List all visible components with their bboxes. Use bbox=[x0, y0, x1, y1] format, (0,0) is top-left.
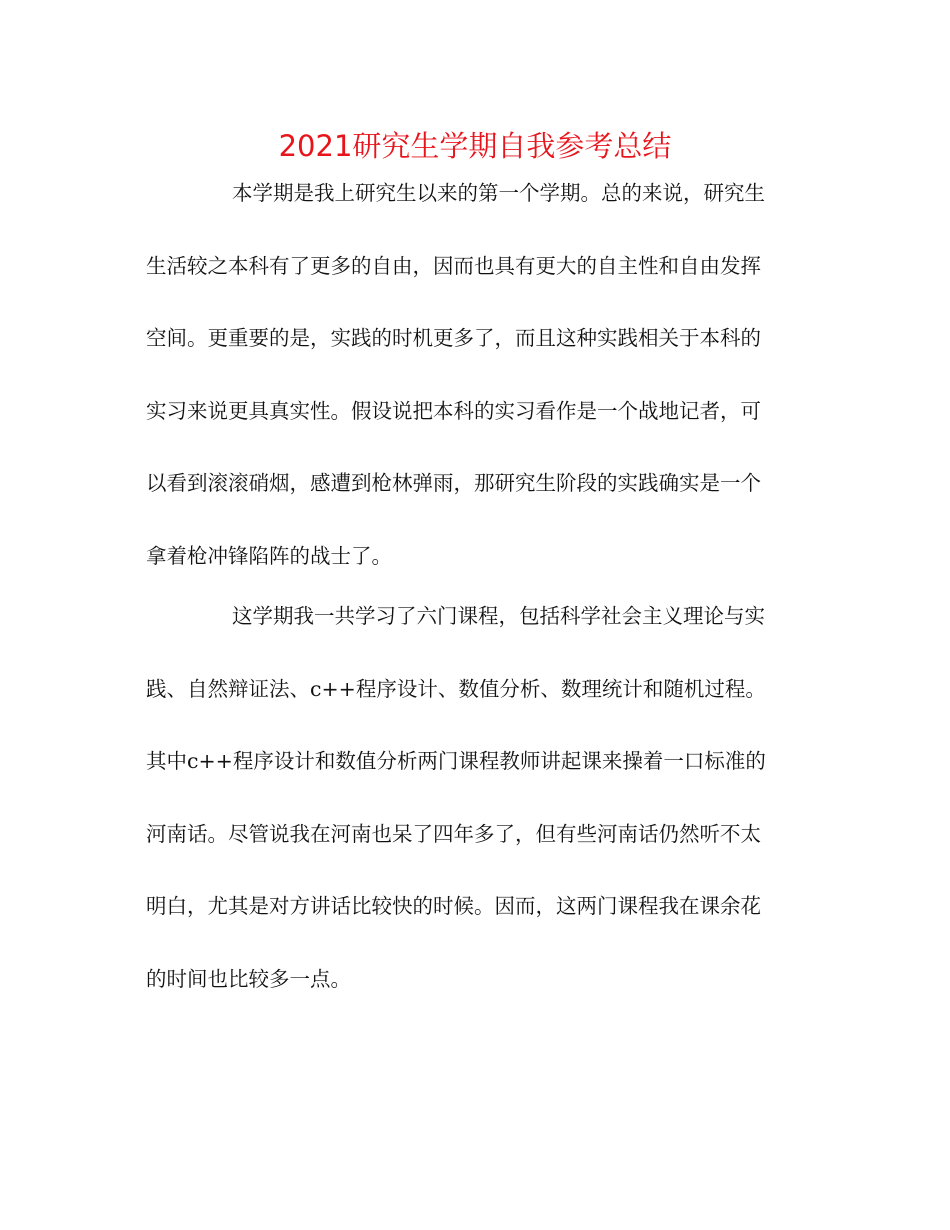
paragraph-2-line-4: 河南话。尽管说我在河南也呆了四年多了，但有些河南话仍然听不太 bbox=[146, 822, 761, 846]
paragraph-1-line-1: 本学期是我上研究生以来的第一个学期。总的来说，研究生 bbox=[232, 181, 765, 205]
paragraph-2-line-2: 践、自然辩证法、c++程序设计、数值分析、数理统计和随机过程。 bbox=[146, 677, 766, 701]
paragraph-2-line-3: 其中c++程序设计和数值分析两门课程教师讲起课来操着一口标准的 bbox=[146, 749, 766, 773]
paragraph-1-line-4: 实习来说更具真实性。假设说把本科的实习看作是一个战地记者，可 bbox=[146, 399, 761, 423]
paragraph-2-line-1: 这学期我一共学习了六门课程，包括科学社会主义理论与实 bbox=[232, 604, 765, 628]
paragraph-1-line-5: 以看到滚滚硝烟，感遭到枪林弹雨，那研究生阶段的实践确实是一个 bbox=[146, 471, 761, 495]
document-title: 2021研究生学期自我参考总结 bbox=[278, 129, 672, 163]
paragraph-1-line-6: 拿着枪冲锋陷阵的战士了。 bbox=[146, 544, 392, 568]
paragraph-2-line-6: 的时间也比较多一点。 bbox=[146, 967, 351, 991]
paragraph-2-line-5: 明白，尤其是对方讲话比较快的时候。因而，这两门课程我在课余花 bbox=[146, 894, 761, 918]
paragraph-1-line-2: 生活较之本科有了更多的自由，因而也具有更大的自主性和自由发挥 bbox=[146, 254, 761, 278]
paragraph-1-line-3: 空间。更重要的是，实践的时机更多了，而且这种实践相关于本科的 bbox=[146, 326, 761, 350]
